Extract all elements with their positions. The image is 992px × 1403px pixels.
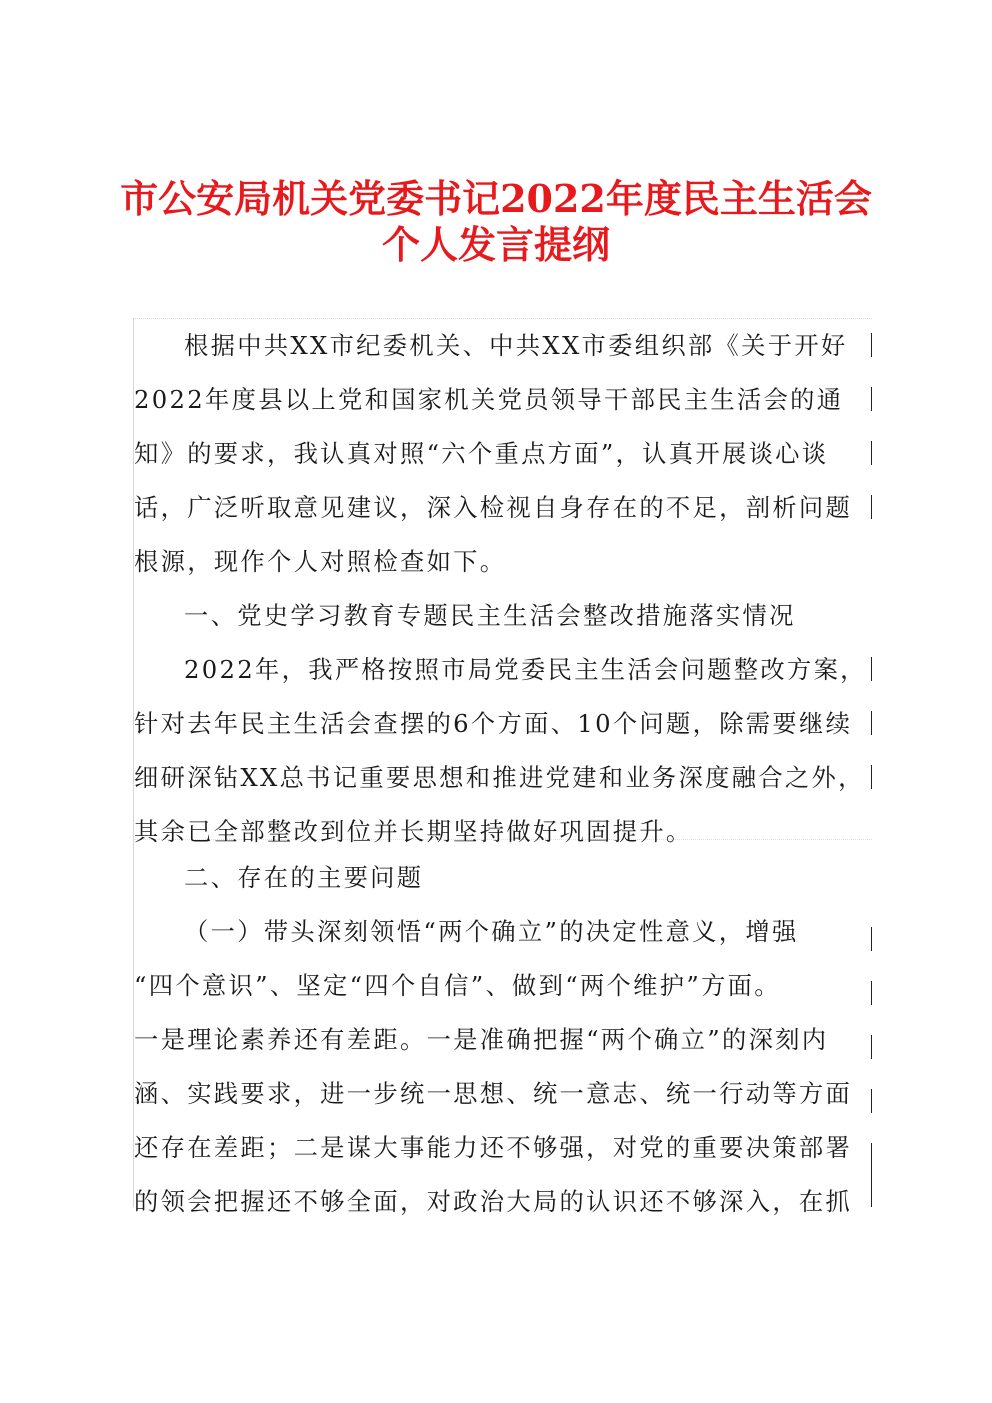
text-line: （一）带头深刻领悟“两个确立”的决定性意义，增强 [184, 917, 799, 946]
document-body [133, 318, 872, 1216]
document-title [0, 176, 992, 268]
text-line: 一、党史学习教育专题民主生活会整改措施落实情况 [184, 601, 796, 630]
text-line: 话，广泛听取意见建议，深入检视自身存在的不足，剖析问题 [134, 493, 853, 522]
text-line: 根源，现作个人对照检查如下。 [134, 547, 507, 576]
title-line-1: 市公安局机关党委书记2022年度民主生活会 [120, 176, 872, 221]
text-line: 2022年，我严格按照市局党委民主生活会问题整改方案， [184, 655, 867, 684]
paragraph-problems [134, 905, 872, 1229]
text-line: 一是理论素养还有差距。一是准确把握“两个确立”的深刻内 [134, 1025, 829, 1054]
text-line: 二、存在的主要问题 [184, 863, 424, 892]
text-line: 知》的要求，我认真对照“六个重点方面”，认真开展谈心谈 [134, 439, 829, 468]
paragraph-rectification [134, 643, 872, 859]
text-line: 其余已全部整改到位并长期坚持做好巩固提升。 [134, 817, 693, 846]
text-line: 涵、实践要求，进一步统一思想、统一意志、统一行动等方面 [134, 1079, 853, 1108]
text-line: 2022年度县以上党和国家机关党员领导干部民主生活会的通 [134, 385, 844, 414]
text-line: 细研深钻XX总书记重要思想和推进党建和业务深度融合之外， [134, 763, 865, 792]
text-line: 还存在差距；二是谋大事能力还不够强，对党的重要决策部署 [134, 1133, 853, 1162]
text-line: “四个意识”、坚定“四个自信”、做到“两个维护”方面。 [134, 971, 781, 1000]
heading-section-2 [134, 851, 872, 905]
text-line: 针对去年民主生活会查摆的6个方面、10个问题，除需要继续 [134, 709, 853, 738]
heading-section-1 [134, 589, 872, 643]
paragraph-intro [134, 319, 872, 589]
title-line-2: 个人发言提纲 [381, 222, 610, 267]
text-line: 根据中共XX市纪委机关、中共XX市委组织部《关于开好 [184, 331, 848, 360]
text-line: 的领会把握还不够全面，对政治大局的认识还不够深入，在抓 [134, 1187, 853, 1216]
